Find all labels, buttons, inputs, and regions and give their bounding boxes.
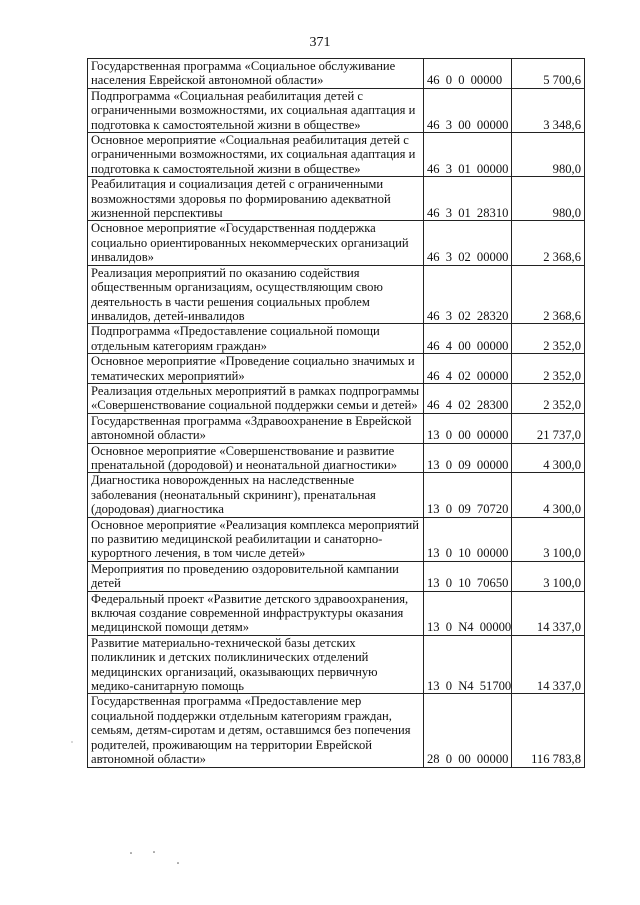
row-code: 13 0 10 00000	[424, 517, 512, 561]
row-amount: 2 352,0	[512, 324, 585, 354]
row-code: 46 3 01 28310	[424, 177, 512, 221]
scan-speck	[177, 862, 179, 864]
row-amount: 3 348,6	[512, 88, 585, 132]
row-name: Реализация отдельных мероприятий в рамках подпрограммы «Совершенствование социальной поддержки семьи и детей»	[88, 383, 424, 413]
row-amount: 980,0	[512, 133, 585, 177]
row-amount: 14 337,0	[512, 635, 585, 694]
row-code: 46 4 00 00000	[424, 324, 512, 354]
row-amount: 3 100,0	[512, 517, 585, 561]
row-name: Диагностика новорожденных на наследственные заболевания (неонатальный скрининг), пренатальная (дородовая) диагностика	[88, 473, 424, 517]
row-name: Основное мероприятие «Совершенствование и развитие пренатальной (дородовой) и неонатальной диагностики»	[88, 443, 424, 473]
row-code: 46 4 02 00000	[424, 354, 512, 384]
row-code: 13 0 10 70650	[424, 561, 512, 591]
row-amount: 14 337,0	[512, 591, 585, 635]
row-code: 46 0 0 00000	[424, 59, 512, 89]
row-name: Подпрограмма «Социальная реабилитация детей с ограниченными возможностями, их социальная адаптация и подготовка к самостоятельной жизни в обществе»	[88, 88, 424, 132]
row-amount: 2 368,6	[512, 265, 585, 324]
row-amount: 2 352,0	[512, 354, 585, 384]
row-amount: 2 368,6	[512, 221, 585, 265]
page-number: 371	[309, 35, 331, 50]
row-name: Федеральный проект «Развитие детского здравоохранения, включая создание современной инфраструктуры оказания медицинской помощи детям»	[88, 591, 424, 635]
row-code: 46 3 02 00000	[424, 221, 512, 265]
row-name: Основное мероприятие «Государственная поддержка социально ориентированных некоммерческих организаций инвалидов»	[88, 221, 424, 265]
row-name: Основное мероприятие «Социальная реабилитация детей с ограниченными возможностями, их социальная адаптация и подготовка к самостоятельной жизни в обществе»	[88, 133, 424, 177]
row-name: Государственная программа «Социальное обслуживание населения Еврейской автономной области»	[88, 59, 424, 89]
scan-speck	[153, 851, 155, 853]
row-code: 46 3 02 28320	[424, 265, 512, 324]
row-code: 46 3 01 00000	[424, 133, 512, 177]
row-name: Реализация мероприятий по оказанию содействия общественным организациям, осуществляющим свою деятельность в части решения социальных проблем инвалидов, детей-инвалидов	[88, 265, 424, 324]
row-name: Государственная программа «Предоставление мер социальной поддержки отдельным категориям граждан, семьям, детям-сиротам и детям, оставшимся без попечения родителей, проживающим на территории Еврейской автономной области»	[88, 694, 424, 767]
scan-speck	[130, 852, 132, 854]
row-amount: 3 100,0	[512, 561, 585, 591]
row-code: 13 0 00 00000	[424, 413, 512, 443]
row-name: Развитие материально-технической базы детских поликлиник и детских поликлинических отделений медицинских организаций, оказывающих первичную медико-санитарную помощь	[88, 635, 424, 694]
row-amount: 5 700,6	[512, 59, 585, 89]
row-name: Подпрограмма «Предоставление социальной помощи отдельным категориям граждан»	[88, 324, 424, 354]
row-amount: 4 300,0	[512, 443, 585, 473]
row-code: 46 4 02 28300	[424, 383, 512, 413]
row-amount: 2 352,0	[512, 383, 585, 413]
row-code: 28 0 00 00000	[424, 694, 512, 767]
row-code: 13 0 09 70720	[424, 473, 512, 517]
scan-speck	[71, 741, 72, 742]
row-name: Государственная программа «Здравоохранение в Еврейской автономной области»	[88, 413, 424, 443]
row-amount: 116 783,8	[512, 694, 585, 767]
row-code: 13 0 N4 00000	[424, 591, 512, 635]
row-code: 13 0 N4 51700	[424, 635, 512, 694]
row-amount: 980,0	[512, 177, 585, 221]
row-amount: 4 300,0	[512, 473, 585, 517]
row-name: Мероприятия по проведению оздоровительной кампании детей	[88, 561, 424, 591]
row-name: Основное мероприятие «Реализация комплекса мероприятий по развитию медицинской реабилитации и санаторно-курортного лечения, в том числе детей»	[88, 517, 424, 561]
row-amount: 21 737,0	[512, 413, 585, 443]
row-name: Реабилитация и социализация детей с ограниченными возможностями здоровья по формированию адекватной жизненной перспективы	[88, 177, 424, 221]
row-code: 13 0 09 00000	[424, 443, 512, 473]
row-name: Основное мероприятие «Проведение социально значимых и тематических мероприятий»	[88, 354, 424, 384]
row-code: 46 3 00 00000	[424, 88, 512, 132]
